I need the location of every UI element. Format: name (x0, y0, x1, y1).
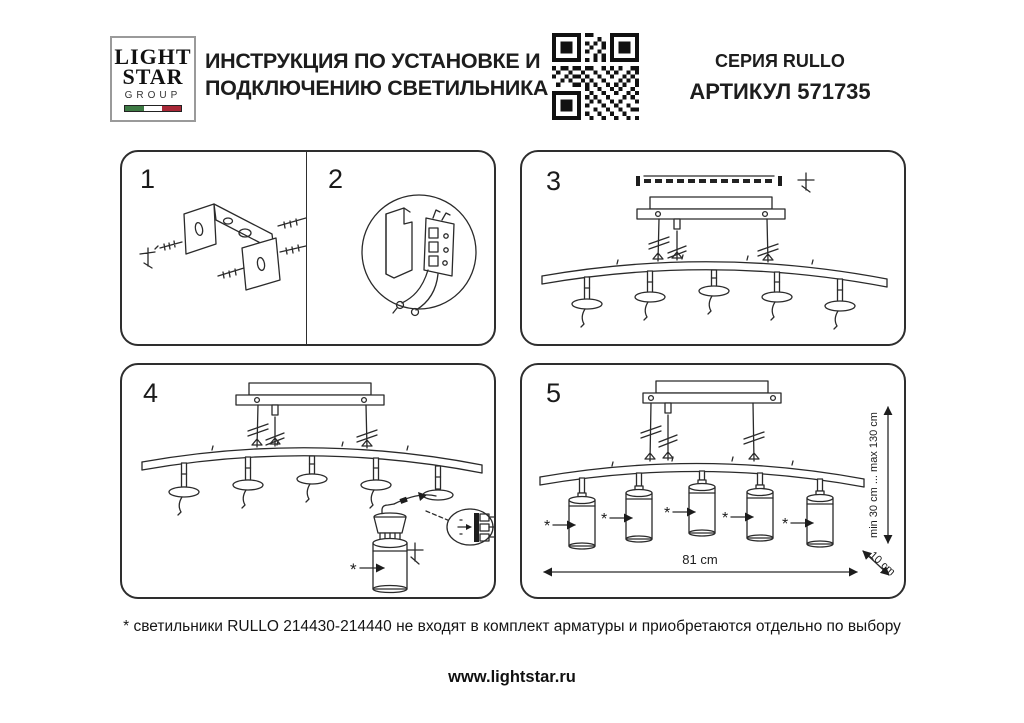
diagram-hanging-frame (522, 152, 904, 344)
panel-step-4 (120, 363, 496, 599)
wires (393, 270, 438, 316)
dimension-width (544, 552, 857, 572)
page-title (205, 48, 548, 102)
mounting-bracket (184, 204, 280, 290)
asterisk-marker: * (544, 518, 551, 535)
step-number-1: 1 (140, 164, 156, 194)
diagram-wiring-connection (306, 152, 498, 344)
magnifier-circle (362, 195, 476, 309)
screw-icon (407, 543, 423, 564)
panel-step-5 (520, 363, 906, 599)
footnote: * светильники RULLO 214430-214440 не входят в комплект арматуры и приобретаются отдельно по выбору (123, 618, 901, 635)
lamp-posts (572, 270, 855, 329)
canopy (637, 197, 785, 219)
asterisk-marker: * (782, 516, 789, 533)
screw-icon (798, 173, 814, 192)
step-number-4: 4 (143, 378, 159, 408)
asterisk-marker: * (601, 511, 608, 528)
title-line-2: ПОДКЛЮЧЕНИЮ СВЕТИЛЬНИКА (205, 76, 549, 100)
depth-label: 10 cm (866, 549, 898, 579)
website-link: www.lightstar.ru (448, 668, 576, 686)
wall-plate (386, 208, 412, 278)
panel-step-1-2 (120, 150, 496, 346)
lamp-shade-cylinder (373, 539, 407, 593)
suspension-rods (649, 219, 778, 262)
article-number: АРТИКУЛ 571735 (689, 79, 871, 104)
screw-icon (140, 248, 155, 268)
lamp-shades (569, 471, 833, 549)
series-label: СЕРИЯ RULLO (715, 51, 845, 71)
lamp-posts (169, 456, 453, 515)
connector-detail-circle (447, 509, 494, 545)
qr-code-icon (552, 33, 639, 120)
suspension-rods (641, 403, 764, 461)
diagram-final-assembly (522, 365, 904, 597)
width-label: 81 cm (682, 552, 718, 567)
series-article-block (680, 51, 880, 105)
step-number-5: 5 (546, 378, 562, 408)
diagram-lamp-connection (122, 365, 494, 597)
height-range-label: min 30 cm ... max 130 cm (868, 412, 880, 538)
italian-flag-stripe (124, 105, 182, 112)
logo-text-group: GROUP (124, 90, 182, 101)
asterisk-marker: * (664, 505, 671, 522)
logo-text-light: LIGHT (114, 44, 192, 69)
title-line-1: ИНСТРУКЦИЯ ПО УСТАНОВКЕ И (205, 49, 541, 73)
canopy (236, 383, 384, 405)
logo-text-star: STAR (122, 64, 184, 89)
suspension-rods (248, 405, 377, 448)
dimension-height (868, 407, 888, 543)
asterisk-marker: * (722, 510, 729, 527)
lightstar-logo (110, 36, 196, 122)
asterisk-marker: * (350, 560, 357, 579)
lamp-holder (374, 504, 406, 541)
step-number-3: 3 (546, 166, 562, 196)
leader-line (426, 511, 450, 521)
step-number-2: 2 (328, 164, 344, 194)
canopy (643, 381, 781, 403)
panel-step-3 (520, 150, 906, 346)
terminal-block (424, 210, 454, 276)
diagram-bracket-mounting (122, 152, 306, 344)
dimension-depth (863, 549, 897, 578)
ceiling-rail (636, 176, 782, 186)
